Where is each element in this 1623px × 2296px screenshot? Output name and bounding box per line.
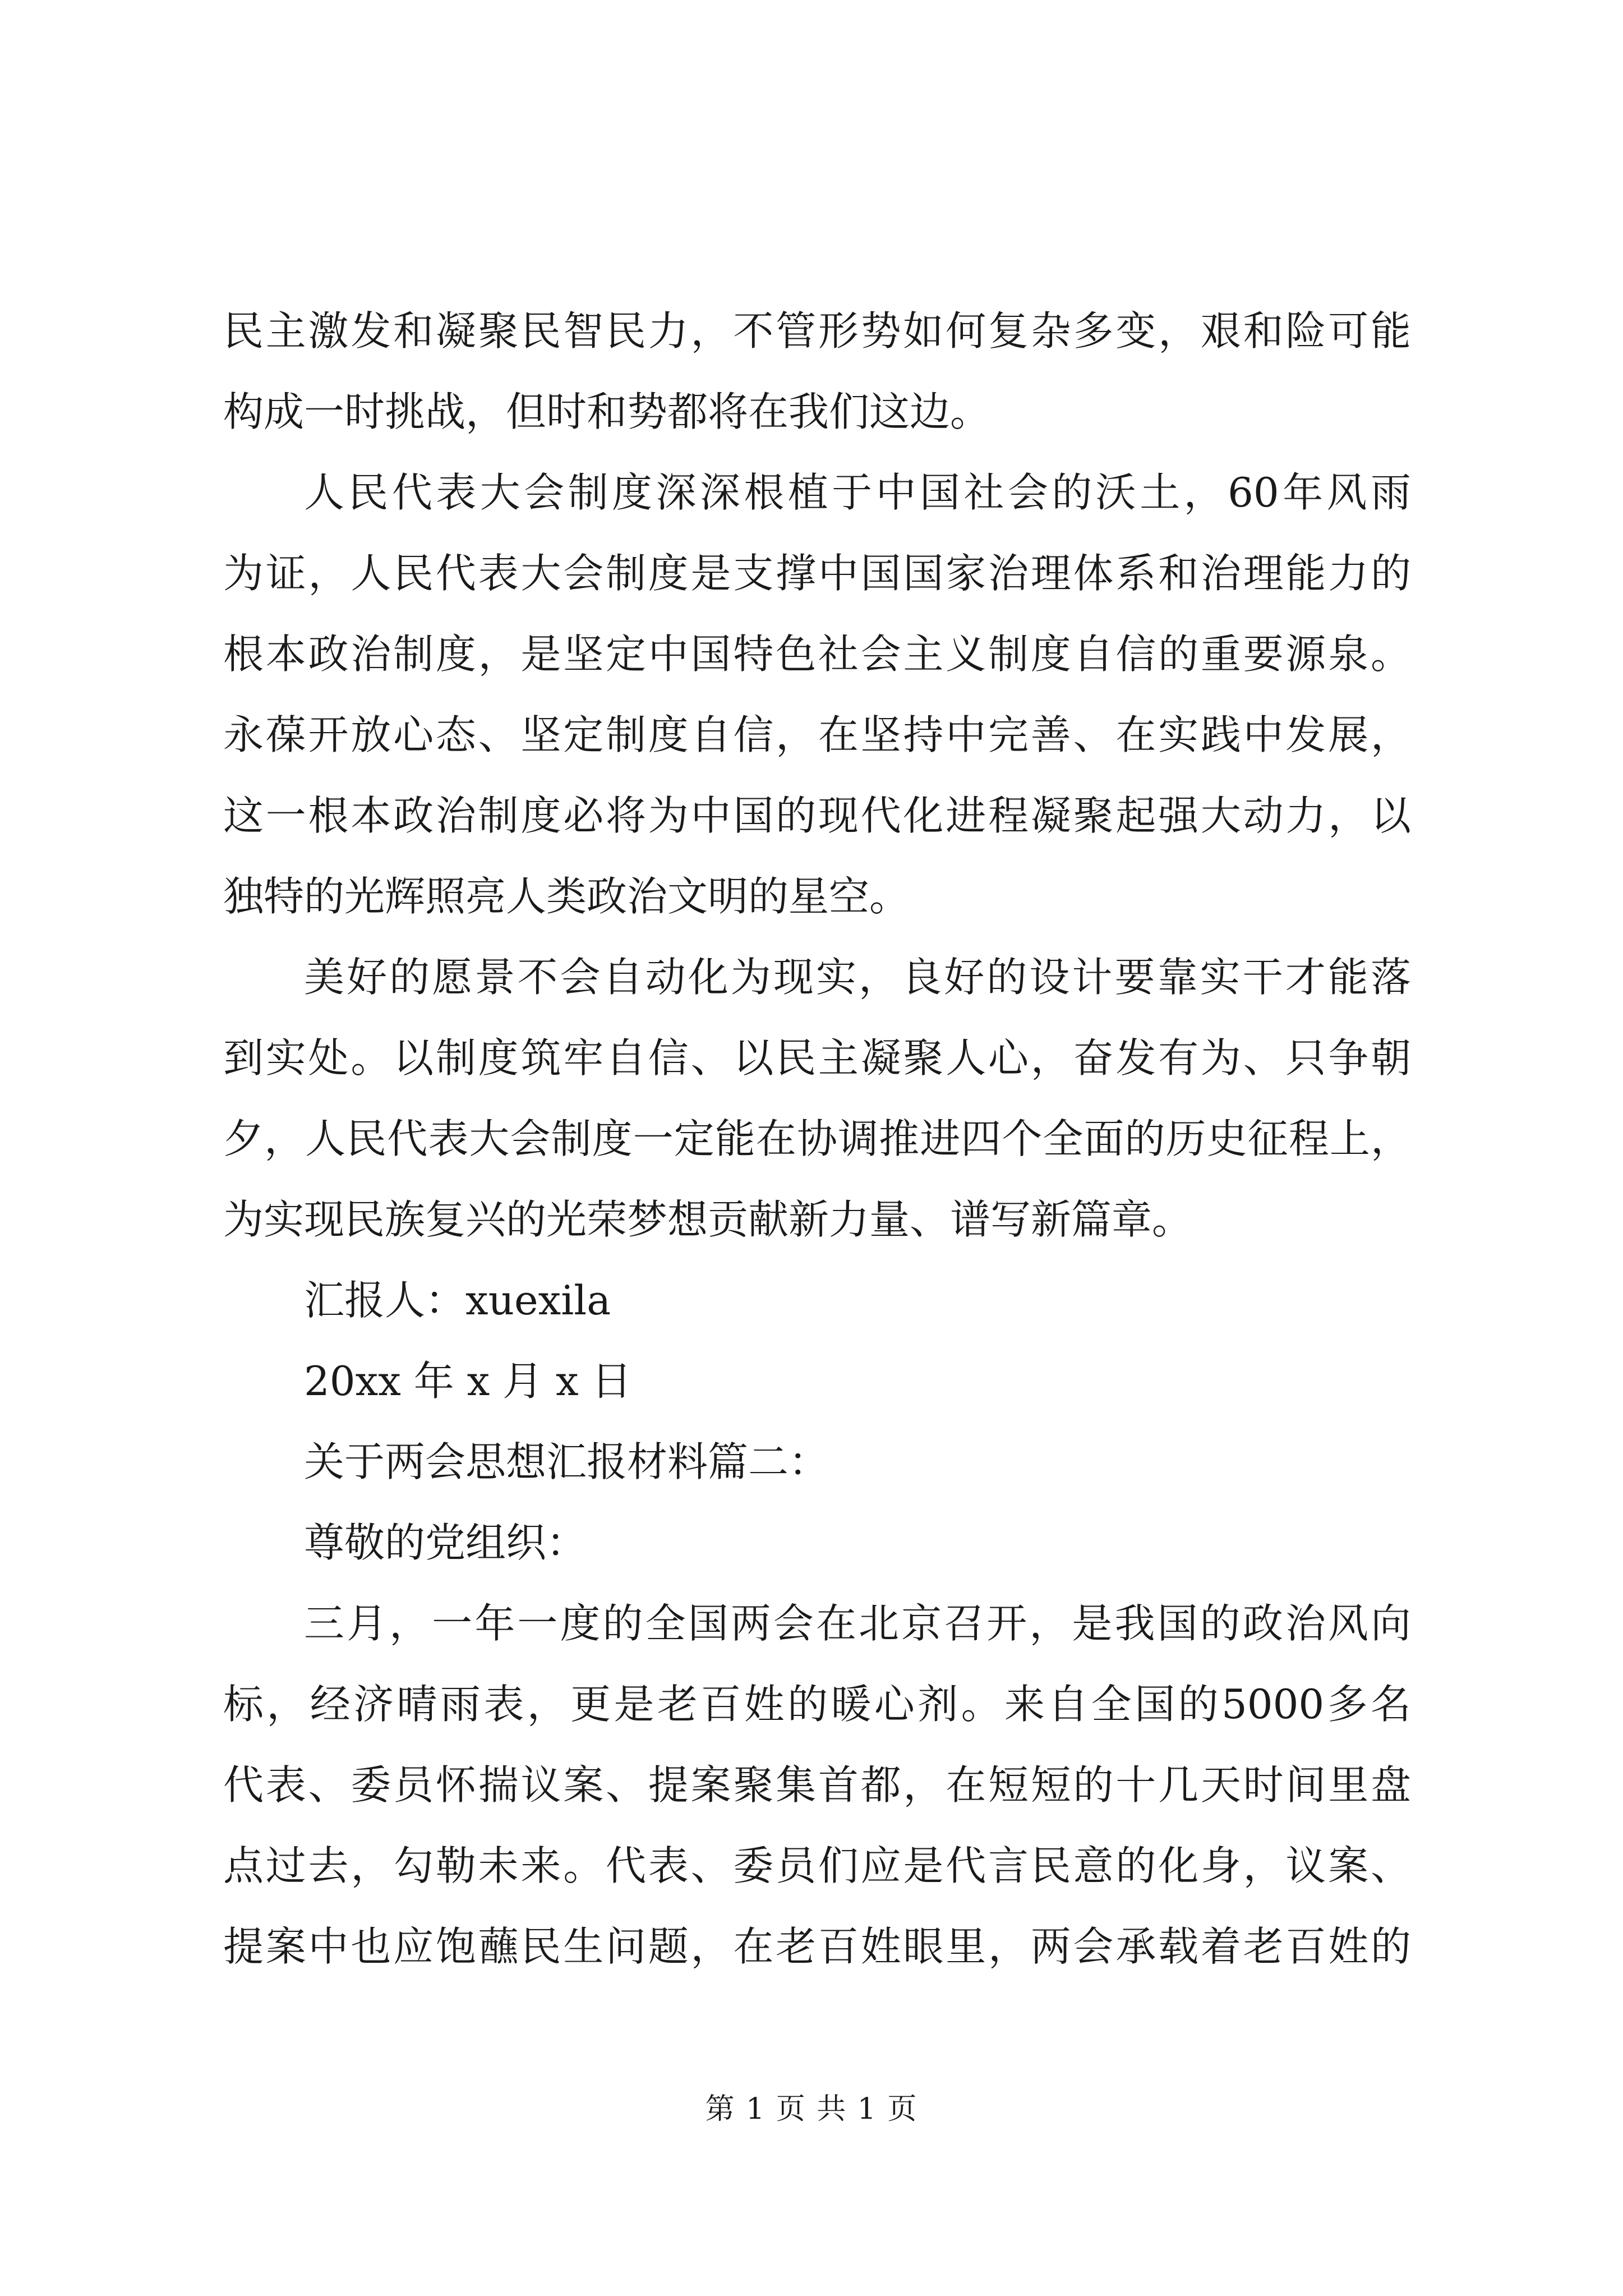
text-line: 民主激发和凝聚民智民力，不管形势如何复杂多变，艰和险可能: [223, 307, 1411, 355]
text-line: 为证，人民代表大会制度是支撑中国国家治理体系和治理能力的: [223, 550, 1411, 597]
text-line: 这一根本政治制度必将为中国的现代化进程凝聚起强大动力，以: [223, 792, 1411, 839]
text-line: 为实现民族复兴的光荣梦想贡献新力量、谱写新篇章。: [223, 1196, 1193, 1243]
text-line: 根本政治制度，是坚定中国特色社会主义制度自信的重要源泉。: [223, 631, 1411, 678]
text-line: 人民代表大会制度深深根植于中国社会的沃土，60年风雨: [304, 469, 1411, 516]
page-footer: 第 1 页 共 1 页: [705, 2092, 918, 2126]
text-line: 构成一时挑战，但时和势都将在我们这边。: [223, 388, 991, 435]
text-line: 美好的愿景不会自动化为现实，良好的设计要靠实干才能落: [304, 954, 1411, 1001]
text-line: 点过去，勾勒未来。代表、委员们应是代言民意的化身，议案、: [223, 1842, 1411, 1889]
text-line: 到实处。以制度筑牢自信、以民主凝聚人心，奋发有为、只争朝: [223, 1034, 1411, 1082]
text-line: 提案中也应饱蘸民生问题，在老百姓眼里，两会承载着老百姓的: [223, 1923, 1411, 1970]
text-line: 独特的光辉照亮人类政治文明的星空。: [223, 873, 910, 920]
section-heading: 关于两会思想汇报材料篇二：: [304, 1438, 829, 1485]
text-line: 代表、委员怀揣议案、提案聚集首都，在短短的十几天时间里盘: [223, 1761, 1411, 1809]
text-line: 三月，一年一度的全国两会在北京召开，是我国的政治风向: [304, 1600, 1411, 1647]
text-line: 永葆开放心态、坚定制度自信，在坚持中完善、在实践中发展，: [223, 711, 1411, 758]
text-line: 标，经济晴雨表，更是老百姓的暖心剂。来自全国的5000多名: [223, 1681, 1411, 1728]
document-body: [223, 291, 1411, 1987]
text-line: 夕，人民代表大会制度一定能在协调推进四个全面的历史征程上，: [223, 1115, 1411, 1162]
reporter-line: 汇报人：xuexila: [304, 1277, 611, 1324]
date-line: 20xx 年 x 月 x 日: [304, 1358, 632, 1405]
salutation: 尊敬的党组织：: [304, 1519, 587, 1566]
